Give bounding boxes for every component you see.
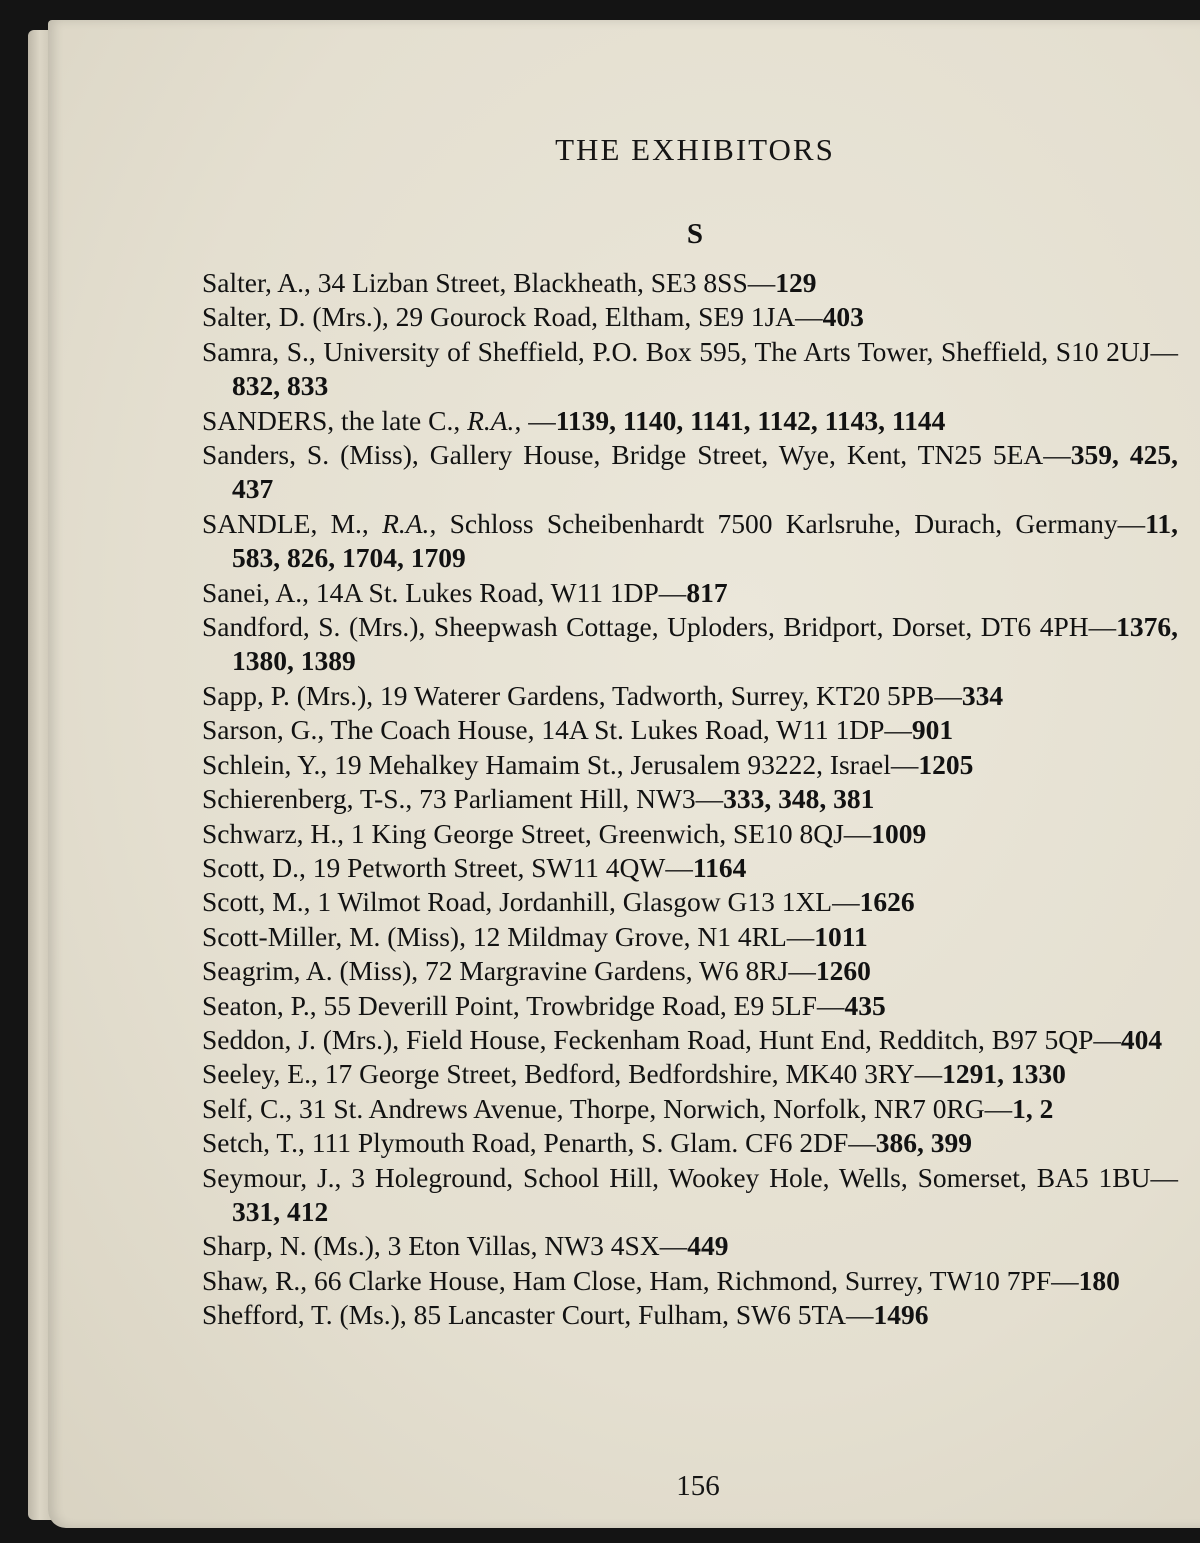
exhibitor-entry: Seddon, J. (Mrs.), Field House, Feckenham Road, Hunt End, Redditch, B97 5QP—404 xyxy=(202,1023,1163,1055)
exhibitor-entry: Scott, M., 1 Wilmot Road, Jordanhill, Glasgow G13 1XL—1626 xyxy=(202,886,915,918)
exhibitor-entry: Samra, S., University of Sheffield, P.O. Box 595, The Arts Tower, Sheffield, S10 2UJ—832, 833 xyxy=(202,335,1178,402)
exhibitor-entry: Seeley, E., 17 George Street, Bedford, Bedfordshire, MK40 3RY—1291, 1330 xyxy=(202,1058,1066,1090)
exhibitor-entry: Shefford, T. (Ms.), 85 Lancaster Court, Fulham, SW6 5TA—1496 xyxy=(202,1299,929,1331)
exhibitor-entry: SANDERS, the late C., R.A., —1139, 1140, 1141, 1142, 1143, 1144 xyxy=(202,404,946,436)
exhibitor-list xyxy=(202,266,1178,1333)
exhibitor-entry: Setch, T., 111 Plymouth Road, Penarth, S. Glam. CF6 2DF—386, 399 xyxy=(202,1127,973,1159)
exhibitor-entry: Seagrim, A. (Miss), 72 Margravine Gardens, W6 8RJ—1260 xyxy=(202,955,871,987)
exhibitor-entry: Schlein, Y., 19 Mehalkey Hamaim St., Jerusalem 93222, Israel—1205 xyxy=(202,748,974,780)
section-letter: S xyxy=(686,218,704,250)
exhibitor-entry: Salter, A., 34 Lizban Street, Blackheath, SE3 8SS—129 xyxy=(202,267,817,298)
running-head: THE EXHIBITORS xyxy=(555,132,835,167)
exhibitor-entry: Seaton, P., 55 Deverill Point, Trowbridge Road, E9 5LF—435 xyxy=(202,989,886,1021)
exhibitor-entry: Sanders, S. (Miss), Gallery House, Bridge Street, Wye, Kent, TN25 5EA—359, 425, 437 xyxy=(202,439,1178,505)
exhibitor-entry: Shaw, R., 66 Clarke House, Ham Close, Ham, Richmond, Surrey, TW10 7PF—180 xyxy=(202,1264,1120,1296)
exhibitor-entry: Schwarz, H., 1 King George Street, Greenwich, SE10 8QJ—1009 xyxy=(202,817,927,849)
exhibitor-entry: Salter, D. (Mrs.), 29 Gourock Road, Eltham, SE9 1JA—403 xyxy=(202,301,864,333)
exhibitor-entry: Self, C., 31 St. Andrews Avenue, Thorpe, Norwich, Norfolk, NR7 0RG—1, 2 xyxy=(202,1092,1054,1124)
exhibitor-entry: Scott, D., 19 Petworth Street, SW11 4QW—1164 xyxy=(202,851,747,883)
exhibitor-entry: Seymour, J., 3 Holeground, School Hill, Wookey Hole, Wells, Somerset, BA5 1BU—331, 412 xyxy=(202,1161,1178,1227)
exhibitor-entry: Sandford, S. (Mrs.), Sheepwash Cottage, Uploders, Bridport, Dorset, DT6 4PH—1376, 1380, 1389 xyxy=(202,611,1178,677)
page-number: 156 xyxy=(676,1470,720,1502)
exhibitor-entry: Scott-Miller, M. (Miss), 12 Mildmay Grove, N1 4RL—1011 xyxy=(202,920,868,952)
exhibitor-entry: Sapp, P. (Mrs.), 19 Waterer Gardens, Tadworth, Surrey, KT20 5PB—334 xyxy=(202,679,1004,711)
exhibitor-entry: SANDLE, M., R.A., Schloss Scheibenhardt 7500 Karlsruhe, Durach, Germany—11, 583, 826, 1704, 1709 xyxy=(202,507,1179,574)
exhibitor-entry: Schierenberg, T-S., 73 Parliament Hill, NW3—333, 348, 381 xyxy=(202,783,875,815)
exhibitor-entry: Sarson, G., The Coach House, 14A St. Lukes Road, W11 1DP—901 xyxy=(202,714,954,746)
exhibitor-entry: Sanei, A., 14A St. Lukes Road, W11 1DP—817 xyxy=(202,576,728,608)
exhibitor-entry: Sharp, N. (Ms.), 3 Eton Villas, NW3 4SX—449 xyxy=(202,1230,729,1262)
